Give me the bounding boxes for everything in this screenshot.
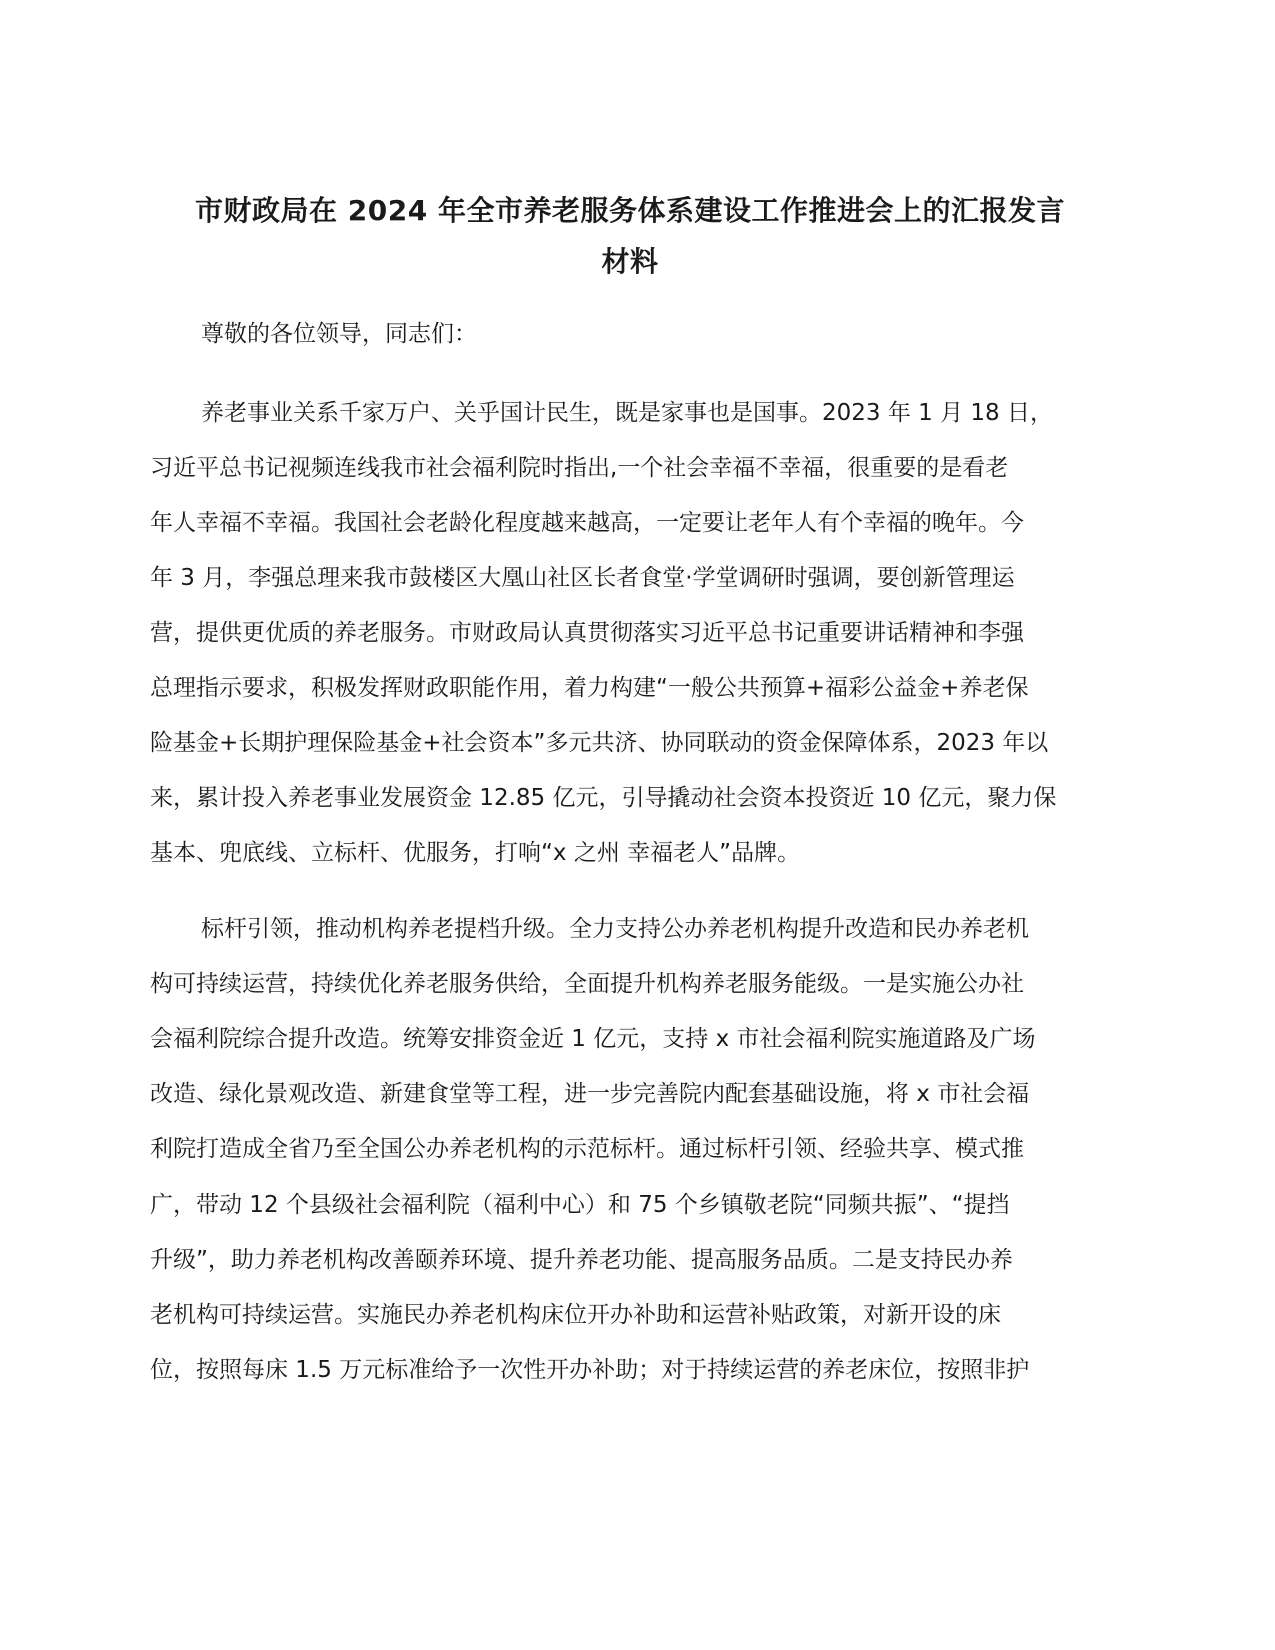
- paragraph-line: 年 3 月，李强总理来我市鼓楼区大凰山社区长者食堂·学堂调研时强调，要创新管理运: [150, 565, 1015, 591]
- paragraph-line: 养老事业关系千家万户、关乎国计民生，既是家事也是国事。2023 年 1 月 18 日，: [201, 400, 1053, 426]
- salutation: 尊敬的各位领导，同志们：: [201, 321, 477, 347]
- paragraph-line: 广，带动 12 个县级社会福利院（福利中心）和 75 个乡镇敬老院“同频共振”、“提挡: [150, 1192, 1010, 1218]
- paragraph-line: 来，累计投入养老事业发展资金 12.85 亿元，引导撬动社会资本投资近 10 亿元，聚力保: [150, 785, 1057, 811]
- paragraph-line: 利院打造成全省乃至全国公办养老机构的示范标杆。通过标杆引领、经验共享、模式推: [150, 1136, 1024, 1162]
- paragraph-line: 改造、绿化景观改造、新建食堂等工程，进一步完善院内配套基础设施，将 x 市社会福: [150, 1081, 1030, 1107]
- paragraph-line: 标杆引领，推动机构养老提档升级。全力支持公办养老机构提升改造和民办养老机: [201, 916, 1029, 942]
- paragraph-line: 险基金+长期护理保险基金+社会资本”多元共济、协同联动的资金保障体系，2023 年以: [150, 730, 1049, 756]
- paragraph-line: 会福利院综合提升改造。统筹安排资金近 1 亿元，支持 x 市社会福利院实施道路及广场: [150, 1026, 1036, 1052]
- paragraph-line: 年人幸福不幸福。我国社会老龄化程度越来越高，一定要让老年人有个幸福的晚年。今: [150, 510, 1024, 536]
- paragraph-line: 升级”，助力养老机构改善颐养环境、提升养老功能、提高服务品质。二是支持民办养: [150, 1247, 1013, 1273]
- paragraph-line: 老机构可持续运营。实施民办养老机构床位开办补助和运营补贴政策，对新开设的床: [150, 1302, 1001, 1328]
- paragraph-line: 总理指示要求，积极发挥财政职能作用，着力构建“一般公共预算+福彩公益金+养老保: [150, 675, 1029, 701]
- title-line-2: 材料: [601, 245, 659, 278]
- paragraph-line: 营，提供更优质的养老服务。市财政局认真贯彻落实习近平总书记重要讲话精神和李强: [150, 620, 1024, 646]
- title-line-1: 市财政局在 2024 年全市养老服务体系建设工作推进会上的汇报发言: [195, 194, 1065, 227]
- paragraph-line: 构可持续运营，持续优化养老服务供给，全面提升机构养老服务能级。一是实施公办社: [150, 971, 1024, 997]
- paragraph-line: 位，按照每床 1.5 万元标准给予一次性开办补助；对于持续运营的养老床位，按照非护: [150, 1357, 1030, 1383]
- paragraph-line: 习近平总书记视频连线我市社会福利院时指出,一个社会幸福不幸福，很重要的是看老: [150, 455, 1009, 481]
- paragraph-line: 基本、兜底线、立标杆、优服务，打响“x 之州 幸福老人”品牌。: [150, 840, 801, 866]
- document-title: [150, 185, 1110, 287]
